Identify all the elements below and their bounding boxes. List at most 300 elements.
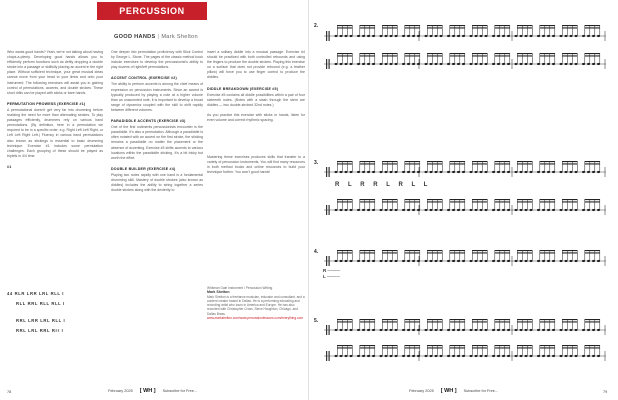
note-head	[367, 260, 370, 262]
note-head	[425, 260, 428, 262]
note-head	[530, 209, 533, 211]
note-beam	[405, 199, 420, 200]
note-beam	[360, 25, 375, 26]
note-beam	[337, 25, 352, 26]
note-head	[570, 209, 573, 211]
note-beam	[405, 55, 420, 56]
note-head	[485, 209, 488, 211]
note-head	[502, 260, 505, 262]
note-head	[402, 209, 405, 211]
note-head	[350, 35, 353, 37]
note-head	[507, 35, 510, 37]
note-beam	[540, 345, 555, 346]
note-beam	[585, 345, 600, 346]
note-beam	[495, 25, 510, 26]
note-beam	[517, 250, 532, 251]
note-head	[447, 209, 450, 211]
note-beam	[382, 319, 397, 320]
note-beam	[517, 347, 532, 348]
staff-svg	[324, 196, 606, 216]
note-head	[515, 260, 518, 262]
note-head	[497, 35, 500, 37]
note-head	[385, 35, 388, 37]
note-beam	[382, 55, 397, 56]
note-head	[560, 35, 563, 37]
note-head	[452, 329, 455, 331]
note-head	[542, 355, 545, 357]
note-head	[357, 329, 360, 331]
note-beam	[360, 319, 375, 320]
note-head	[390, 329, 393, 331]
note-beam	[585, 252, 600, 253]
note-head	[430, 35, 433, 37]
note-head	[435, 329, 438, 331]
note-head	[335, 63, 338, 65]
note-head	[430, 63, 433, 65]
note-beam	[562, 345, 577, 346]
note-head	[530, 260, 533, 262]
note-head	[560, 63, 563, 65]
note-head	[470, 171, 473, 173]
note-head	[417, 209, 420, 211]
note-beam	[450, 201, 465, 202]
note-head	[520, 355, 523, 357]
note-beam	[517, 252, 532, 253]
note-head	[542, 260, 545, 262]
staff-svg	[324, 316, 606, 336]
note-beam	[562, 250, 577, 251]
note-head	[552, 35, 555, 37]
note-head	[380, 329, 383, 331]
note-head	[575, 209, 578, 211]
note-beam	[405, 319, 420, 320]
note-beam	[360, 55, 375, 56]
note-beam	[405, 321, 420, 322]
bio-text: Mark Shelton is a freelance musician, educator and consultant, and a content creator based in Dallas. He is a performing educating and recording artist who tours in America and Europe. He has also recorded with Christopher Cross, Steve Houghton, Chicago, and Dallas Brass.	[207, 294, 305, 316]
note-head	[372, 209, 375, 211]
note-beam	[427, 25, 442, 26]
note-head	[530, 171, 533, 173]
note-beam	[405, 163, 420, 164]
note-head	[335, 209, 338, 211]
staff-svg	[324, 342, 606, 362]
note-head	[362, 260, 365, 262]
note-head	[345, 63, 348, 65]
note-head	[475, 35, 478, 37]
sticking-line-1: 44 RLR LRR LRL RLL I	[7, 291, 64, 296]
note-head	[480, 171, 483, 173]
note-head	[520, 35, 523, 37]
note-head	[407, 209, 410, 211]
note-head	[537, 260, 540, 262]
note-head	[560, 329, 563, 331]
note-head	[335, 260, 338, 262]
exercise-3-label: 3.	[314, 160, 319, 166]
note-beam	[382, 25, 397, 26]
note-beam	[540, 321, 555, 322]
note-head	[480, 329, 483, 331]
note-beam	[472, 55, 487, 56]
note-beam	[405, 161, 420, 162]
note-head	[480, 35, 483, 37]
note-head	[345, 209, 348, 211]
sticking-line-3: RRL LRR LRL RLL I	[16, 318, 66, 323]
note-head	[475, 260, 478, 262]
note-head	[395, 329, 398, 331]
note-head	[417, 171, 420, 173]
note-head	[340, 171, 343, 173]
bio-heading: Whitman Gale Instrument / Percussion Writing	[207, 286, 273, 290]
note-head	[502, 209, 505, 211]
note-beam	[360, 199, 375, 200]
note-head	[452, 209, 455, 211]
note-beam	[540, 161, 555, 162]
exercise-2-staff	[324, 22, 606, 42]
col1-permutation: A permutational doesn't get very far into drumming before realizing the need for more than alternating strokes. To play passages efficiently, drummers rely on various hand permutations. (By definition, here in a permutation we required to be in a specific order, e.g. Right Left Left Right, or Left Left Right Left.) Fluency in various hand permutations also known as stickings is essential to basic drumming technique. Exercise #1 includes some permutation challenges. Each grouping of these should be played as triplets in 4/4 time.	[7, 107, 103, 158]
note-head	[435, 355, 438, 357]
note-beam	[382, 321, 397, 322]
note-head	[430, 355, 433, 357]
col3-ex5: Exercise #5 contains all diddle possibilities within a pair of four sixteenth notes. (Notes with a slash through the stem are diddles — two double-stroked 32nd notes.)	[207, 92, 305, 107]
note-head	[385, 355, 388, 357]
note-head	[542, 171, 545, 173]
note-beam	[427, 199, 442, 200]
column-2	[111, 50, 203, 198]
note-head	[417, 355, 420, 357]
note-head	[565, 63, 568, 65]
note-head	[412, 63, 415, 65]
note-head	[502, 171, 505, 173]
note-beam	[427, 252, 442, 253]
note-head	[402, 171, 405, 173]
note-beam	[540, 53, 555, 54]
note-head	[492, 63, 495, 65]
note-head	[440, 171, 443, 173]
staff-notes	[335, 250, 601, 262]
note-beam	[585, 201, 600, 202]
note-head	[570, 63, 573, 65]
note-head	[447, 329, 450, 331]
note-head	[357, 35, 360, 37]
page-number-left: 78	[7, 390, 12, 394]
note-head	[452, 260, 455, 262]
note-head	[565, 35, 568, 37]
note-beam	[472, 321, 487, 322]
note-head	[497, 63, 500, 65]
note-head	[380, 260, 383, 262]
note-beam	[495, 199, 510, 200]
note-beam	[337, 345, 352, 346]
note-head	[507, 329, 510, 331]
note-head	[447, 35, 450, 37]
note-head	[430, 171, 433, 173]
note-head	[480, 209, 483, 211]
note-head	[407, 35, 410, 37]
note-head	[390, 63, 393, 65]
note-beam	[337, 321, 352, 322]
note-beam	[360, 27, 375, 28]
note-head	[560, 260, 563, 262]
note-head	[485, 329, 488, 331]
note-head	[520, 329, 523, 331]
note-head	[497, 209, 500, 211]
col2-accent: The ability to perform accents is among the chief means of expression on percussion instruments. Since an accent is typically produced by playing a note at a higher volume than an unaccented note, it is important to develop a broad range of dynamics coupled with the skill to shift rapidly between different volumes.	[111, 82, 203, 112]
section-banner: PERCUSSION	[97, 2, 207, 20]
note-head	[537, 355, 540, 357]
note-head	[385, 260, 388, 262]
note-head	[570, 329, 573, 331]
note-head	[570, 260, 573, 262]
bio-name: Mark Shelton	[207, 290, 230, 295]
note-beam	[562, 199, 577, 200]
note-beam	[585, 250, 600, 251]
note-beam	[472, 199, 487, 200]
exercise-5-staff-b	[324, 342, 606, 362]
note-head	[390, 35, 393, 37]
note-head	[565, 209, 568, 211]
note-beam	[405, 250, 420, 251]
note-head	[537, 329, 540, 331]
bio-links[interactable]: www.markshelton.com/www.percussionlessons.com/everything.com	[207, 316, 304, 321]
note-beam	[540, 163, 555, 164]
staff-notes	[335, 319, 601, 331]
note-head	[430, 329, 433, 331]
note-beam	[427, 27, 442, 28]
note-head	[547, 171, 550, 173]
note-beam	[405, 252, 420, 253]
note-head	[340, 329, 343, 331]
note-beam	[337, 199, 352, 200]
note-head	[547, 63, 550, 65]
note-head	[502, 355, 505, 357]
exercise-3-sticking: R L R R L R L L	[335, 182, 431, 188]
note-beam	[360, 250, 375, 251]
note-head	[547, 35, 550, 37]
note-beam	[562, 321, 577, 322]
note-head	[542, 209, 545, 211]
note-head	[372, 260, 375, 262]
note-head	[390, 260, 393, 262]
note-beam	[450, 321, 465, 322]
note-head	[380, 355, 383, 357]
note-head	[440, 63, 443, 65]
note-beam	[562, 161, 577, 162]
note-head	[492, 209, 495, 211]
note-beam	[472, 161, 487, 162]
note-head	[362, 329, 365, 331]
note-beam	[405, 25, 420, 26]
note-head	[507, 63, 510, 65]
note-head	[357, 63, 360, 65]
note-head	[435, 63, 438, 65]
note-head	[485, 63, 488, 65]
note-head	[372, 35, 375, 37]
note-head	[447, 355, 450, 357]
note-head	[350, 329, 353, 331]
note-head	[480, 63, 483, 65]
note-head	[492, 355, 495, 357]
note-head	[485, 35, 488, 37]
note-head	[417, 35, 420, 37]
note-head	[447, 63, 450, 65]
note-beam	[337, 347, 352, 348]
note-head	[362, 171, 365, 173]
note-beam	[562, 252, 577, 253]
note-head	[552, 209, 555, 211]
note-head	[425, 209, 428, 211]
note-head	[435, 35, 438, 37]
clef-bar	[326, 205, 327, 215]
note-beam	[427, 201, 442, 202]
note-head	[515, 355, 518, 357]
clef-bar	[329, 59, 330, 69]
note-head	[457, 260, 460, 262]
note-head	[425, 329, 428, 331]
note-head	[515, 171, 518, 173]
note-beam	[517, 27, 532, 28]
note-beam	[427, 53, 442, 54]
note-head	[340, 63, 343, 65]
note-head	[440, 260, 443, 262]
note-head	[525, 355, 528, 357]
note-beam	[562, 163, 577, 164]
note-head	[357, 171, 360, 173]
footer-date: February 2025	[108, 389, 133, 393]
note-beam	[562, 319, 577, 320]
note-beam	[360, 163, 375, 164]
note-head	[380, 63, 383, 65]
note-head	[552, 171, 555, 173]
note-head	[542, 329, 545, 331]
note-beam	[517, 163, 532, 164]
note-head	[525, 35, 528, 37]
note-head	[435, 209, 438, 211]
note-head	[552, 63, 555, 65]
exercise-4-label: 4.	[314, 249, 319, 255]
note-head	[537, 171, 540, 173]
note-head	[470, 209, 473, 211]
paradiddle-heading: PARADIDDLE ACCENTS (EXERCISE #3)	[111, 119, 186, 124]
note-beam	[495, 321, 510, 322]
note-beam	[450, 53, 465, 54]
note-beam	[585, 27, 600, 28]
note-head	[407, 63, 410, 65]
note-head	[435, 171, 438, 173]
note-beam	[585, 53, 600, 54]
note-beam	[360, 161, 375, 162]
note-head	[515, 63, 518, 65]
note-beam	[472, 345, 487, 346]
note-head	[425, 355, 428, 357]
subscribe-link[interactable]: Subscribe for Free...	[162, 389, 197, 393]
note-head	[395, 63, 398, 65]
note-beam	[337, 252, 352, 253]
note-beam	[472, 319, 487, 320]
note-beam	[472, 163, 487, 164]
note-beam	[382, 347, 397, 348]
sticking-line-4: RRL LRL RRL Rrr I	[16, 328, 64, 333]
note-head	[452, 63, 455, 65]
note-beam	[427, 321, 442, 322]
col2-double: Playing two notes rapidly with one hand is a fundamental drumming skill. Mastery of double strokes (also known as diddles) includes the ability to string together a series double strokes along with the dexterity to	[111, 172, 203, 193]
note-head	[367, 63, 370, 65]
subscribe-link[interactable]: Subscribe for Free...	[463, 389, 498, 393]
note-beam	[360, 321, 375, 322]
note-head	[480, 355, 483, 357]
note-head	[530, 63, 533, 65]
note-head	[340, 35, 343, 37]
note-head	[507, 260, 510, 262]
note-head	[440, 35, 443, 37]
note-beam	[450, 27, 465, 28]
column-3	[207, 50, 305, 181]
note-head	[430, 260, 433, 262]
column-1	[7, 50, 103, 171]
note-beam	[472, 250, 487, 251]
note-head	[395, 209, 398, 211]
note-head	[492, 260, 495, 262]
col3-intro: insert a solitary diddle into a musical passage. Exercise #4 should be practiced with both controlled rebounds and using the fingers to produce the double strokes. Playing this exercise on a surface that does not provide rebound (e.g. a feather pillow) will force you to use finger control to produce the diddles.	[207, 50, 305, 80]
note-head	[475, 209, 478, 211]
note-head	[367, 329, 370, 331]
note-head	[380, 209, 383, 211]
note-head	[372, 355, 375, 357]
clef-bar	[326, 256, 327, 266]
note-head	[470, 329, 473, 331]
note-head	[440, 209, 443, 211]
note-beam	[450, 161, 465, 162]
note-head	[350, 209, 353, 211]
note-head	[547, 355, 550, 357]
note-beam	[405, 27, 420, 28]
note-head	[362, 209, 365, 211]
note-head	[570, 35, 573, 37]
note-head	[525, 329, 528, 331]
staff-notes	[335, 345, 601, 357]
note-head	[525, 209, 528, 211]
note-beam	[495, 319, 510, 320]
note-head	[367, 171, 370, 173]
note-beam	[517, 53, 532, 54]
note-beam	[495, 55, 510, 56]
note-head	[565, 171, 568, 173]
note-head	[462, 260, 465, 262]
note-beam	[360, 201, 375, 202]
note-head	[515, 209, 518, 211]
note-beam	[450, 347, 465, 348]
clef-bar	[329, 325, 330, 335]
note-head	[452, 35, 455, 37]
note-head	[575, 329, 578, 331]
note-beam	[585, 55, 600, 56]
note-head	[485, 171, 488, 173]
note-head	[402, 35, 405, 37]
note-head	[565, 260, 568, 262]
note-head	[417, 63, 420, 65]
note-beam	[427, 347, 442, 348]
note-head	[412, 329, 415, 331]
note-head	[537, 209, 540, 211]
note-beam	[495, 53, 510, 54]
note-head	[515, 35, 518, 37]
clef-bar	[326, 325, 327, 335]
note-head	[497, 355, 500, 357]
note-head	[560, 171, 563, 173]
note-head	[402, 260, 405, 262]
note-head	[395, 355, 398, 357]
note-beam	[585, 199, 600, 200]
staff-notes	[335, 53, 601, 65]
